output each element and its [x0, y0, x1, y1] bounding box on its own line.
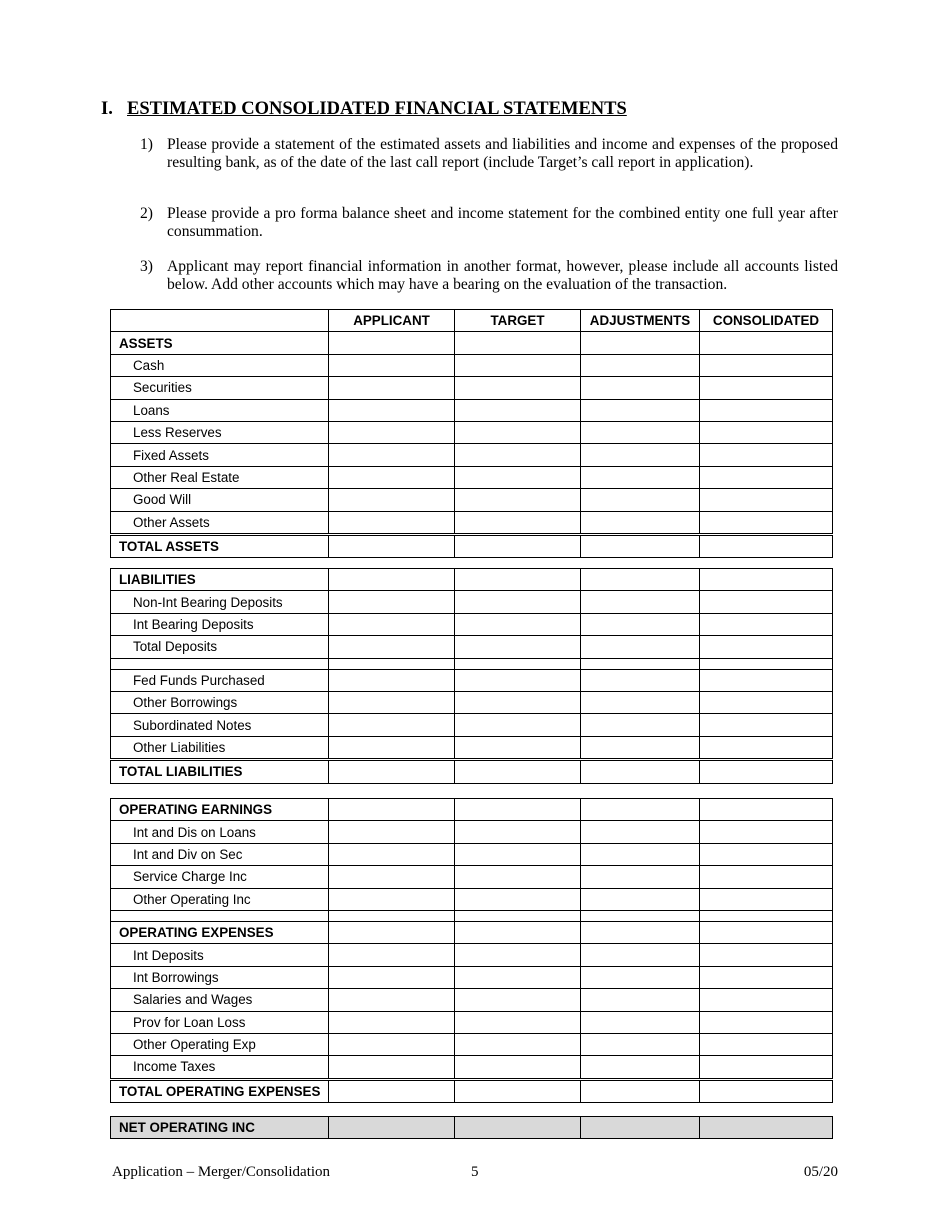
row-label: Cash	[111, 354, 329, 376]
entry-cell[interactable]	[329, 966, 455, 988]
entry-cell[interactable]	[581, 534, 700, 557]
entry-cell[interactable]	[329, 888, 455, 910]
section-header-row	[111, 569, 833, 591]
entry-cell[interactable]	[455, 399, 581, 421]
entry-cell[interactable]	[700, 377, 833, 399]
instruction-text: Please provide a statement of the estimated assets and liabilities and income and expenses of the proposed resulting bank, as of the date of the last call report (include Target’s call report in application).	[167, 136, 838, 171]
column-header-applicant: APPLICANT	[329, 310, 455, 332]
operating-earnings-header: OPERATING EARNINGS	[111, 799, 329, 821]
entry-cell[interactable]	[455, 760, 581, 783]
entry-cell[interactable]	[700, 760, 833, 783]
entry-cell[interactable]	[329, 421, 455, 443]
entry-cell[interactable]	[455, 669, 581, 691]
entry-cell[interactable]	[455, 332, 581, 354]
instruction-1	[140, 136, 838, 172]
entry-cell[interactable]	[329, 444, 455, 466]
operating-expenses-header: OPERATING EXPENSES	[111, 921, 329, 943]
entry-cell[interactable]	[455, 591, 581, 613]
entry-cell[interactable]	[581, 1033, 700, 1055]
row-label: Other Liabilities	[111, 736, 329, 759]
entry-cell[interactable]	[581, 966, 700, 988]
entry-cell[interactable]	[581, 888, 700, 910]
entry-cell[interactable]	[581, 569, 700, 591]
entry-cell[interactable]	[581, 1056, 700, 1079]
entry-cell[interactable]	[700, 569, 833, 591]
table-row	[111, 444, 833, 466]
instruction-2	[140, 205, 838, 241]
assets-table	[110, 309, 833, 558]
entry-cell[interactable]	[329, 534, 455, 557]
column-header-target: TARGET	[455, 310, 581, 332]
table-row	[111, 714, 833, 736]
table-row	[111, 354, 833, 376]
entry-cell[interactable]	[455, 421, 581, 443]
entry-cell[interactable]	[329, 569, 455, 591]
footer-page-number: 5	[471, 1164, 479, 1180]
row-label: Less Reserves	[111, 421, 329, 443]
table-row	[111, 591, 833, 613]
instruction-text: Please provide a pro forma balance sheet and income statement for the combined entity one full year after consummation.	[167, 205, 838, 240]
table-row	[111, 511, 833, 534]
row-label: Int Bearing Deposits	[111, 613, 329, 635]
entry-cell[interactable]	[329, 1033, 455, 1055]
row-label: Other Assets	[111, 511, 329, 534]
entry-cell[interactable]	[329, 921, 455, 943]
entry-cell[interactable]	[455, 489, 581, 511]
entry-cell[interactable]	[700, 736, 833, 759]
table-row	[111, 669, 833, 691]
entry-cell[interactable]	[455, 444, 581, 466]
entry-cell[interactable]	[700, 1011, 833, 1033]
table-row	[111, 944, 833, 966]
liabilities-header: LIABILITIES	[111, 569, 329, 591]
row-label: Other Operating Exp	[111, 1033, 329, 1055]
entry-cell[interactable]	[581, 669, 700, 691]
entry-cell[interactable]	[581, 466, 700, 488]
footer-form-name: Application – Merger/Consolidation	[112, 1164, 331, 1180]
entry-cell[interactable]	[329, 736, 455, 759]
entry-cell[interactable]	[329, 669, 455, 691]
entry-cell[interactable]	[700, 636, 833, 658]
table-row	[111, 966, 833, 988]
table-row	[111, 613, 833, 635]
table-row	[111, 1011, 833, 1033]
entry-cell[interactable]	[329, 354, 455, 376]
entry-cell[interactable]	[329, 691, 455, 713]
entry-cell[interactable]	[455, 736, 581, 759]
row-label: Int and Dis on Loans	[111, 821, 329, 843]
entry-cell[interactable]	[329, 821, 455, 843]
section-header-row	[111, 332, 833, 354]
entry-cell[interactable]	[700, 989, 833, 1011]
entry-cell[interactable]	[581, 799, 700, 821]
row-label: Loans	[111, 399, 329, 421]
total-row	[111, 534, 833, 557]
entry-cell[interactable]	[329, 636, 455, 658]
spacer-row	[111, 910, 833, 921]
row-label: Other Real Estate	[111, 466, 329, 488]
entry-cell[interactable]	[455, 466, 581, 488]
entry-cell[interactable]	[329, 332, 455, 354]
entry-cell[interactable]	[329, 944, 455, 966]
entry-cell[interactable]	[581, 421, 700, 443]
entry-cell[interactable]	[700, 669, 833, 691]
entry-cell[interactable]	[329, 799, 455, 821]
entry-cell[interactable]	[329, 613, 455, 635]
entry-cell[interactable]	[700, 1056, 833, 1079]
entry-cell[interactable]	[581, 399, 700, 421]
entry-cell[interactable]	[329, 1011, 455, 1033]
entry-cell[interactable]	[700, 534, 833, 557]
table-row	[111, 691, 833, 713]
table-row	[111, 866, 833, 888]
entry-cell[interactable]	[455, 866, 581, 888]
entry-cell[interactable]	[455, 691, 581, 713]
total-row	[111, 760, 833, 783]
entry-cell[interactable]	[329, 760, 455, 783]
entry-cell[interactable]	[455, 1079, 581, 1102]
entry-cell[interactable]	[329, 714, 455, 736]
row-label: Good Will	[111, 489, 329, 511]
row-label: Prov for Loan Loss	[111, 1011, 329, 1033]
entry-cell[interactable]	[329, 399, 455, 421]
entry-cell[interactable]	[455, 714, 581, 736]
entry-cell[interactable]	[329, 1056, 455, 1079]
entry-cell[interactable]	[700, 421, 833, 443]
entry-cell[interactable]	[581, 1079, 700, 1102]
entry-cell[interactable]	[455, 1117, 581, 1139]
entry-cell[interactable]	[700, 843, 833, 865]
entry-cell[interactable]	[455, 1011, 581, 1033]
table-row	[111, 636, 833, 658]
entry-cell[interactable]	[455, 966, 581, 988]
entry-cell[interactable]	[581, 989, 700, 1011]
entry-cell[interactable]	[700, 444, 833, 466]
net-row	[111, 1117, 833, 1139]
entry-cell[interactable]	[700, 714, 833, 736]
section-number: I.	[101, 99, 113, 119]
row-label: Fed Funds Purchased	[111, 669, 329, 691]
instruction-number: 1)	[140, 136, 153, 153]
row-label: Total Deposits	[111, 636, 329, 658]
section-header-row	[111, 799, 833, 821]
assets-header: ASSETS	[111, 332, 329, 354]
entry-cell[interactable]	[455, 921, 581, 943]
entry-cell[interactable]	[455, 888, 581, 910]
entry-cell[interactable]	[455, 944, 581, 966]
entry-cell[interactable]	[581, 511, 700, 534]
row-label: Non-Int Bearing Deposits	[111, 591, 329, 613]
entry-cell[interactable]	[455, 799, 581, 821]
entry-cell[interactable]	[581, 332, 700, 354]
entry-cell[interactable]	[455, 1033, 581, 1055]
table-row	[111, 1033, 833, 1055]
entry-cell[interactable]	[329, 489, 455, 511]
entry-cell[interactable]	[700, 613, 833, 635]
row-label: Other Borrowings	[111, 691, 329, 713]
table-row	[111, 489, 833, 511]
entry-cell[interactable]	[581, 613, 700, 635]
row-label: Int Deposits	[111, 944, 329, 966]
entry-cell[interactable]	[581, 736, 700, 759]
entry-cell[interactable]	[700, 466, 833, 488]
entry-cell[interactable]	[329, 466, 455, 488]
entry-cell[interactable]	[700, 866, 833, 888]
table-row	[111, 989, 833, 1011]
row-label: Service Charge Inc	[111, 866, 329, 888]
footer-date: 05/20	[803, 1164, 838, 1180]
row-label: Securities	[111, 377, 329, 399]
entry-cell[interactable]	[700, 944, 833, 966]
entry-cell[interactable]	[329, 866, 455, 888]
entry-cell[interactable]	[455, 1056, 581, 1079]
entry-cell[interactable]	[455, 569, 581, 591]
row-label: Income Taxes	[111, 1056, 329, 1079]
instruction-3	[140, 258, 838, 294]
entry-cell[interactable]	[329, 1117, 455, 1139]
entry-cell[interactable]	[455, 377, 581, 399]
row-label: Subordinated Notes	[111, 714, 329, 736]
spacer-row	[111, 658, 833, 669]
entry-cell[interactable]	[581, 843, 700, 865]
table-row	[111, 843, 833, 865]
total-assets-label: TOTAL ASSETS	[111, 534, 329, 557]
liabilities-table	[110, 568, 833, 784]
total-operating-expenses-label: TOTAL OPERATING EXPENSES	[111, 1079, 329, 1102]
table-row	[111, 421, 833, 443]
table-row	[111, 888, 833, 910]
entry-cell[interactable]	[581, 921, 700, 943]
entry-cell[interactable]	[455, 511, 581, 534]
entry-cell[interactable]	[700, 691, 833, 713]
entry-cell[interactable]	[700, 799, 833, 821]
entry-cell[interactable]	[455, 613, 581, 635]
entry-cell[interactable]	[581, 1011, 700, 1033]
entry-cell[interactable]	[581, 866, 700, 888]
entry-cell[interactable]	[329, 377, 455, 399]
entry-cell[interactable]	[700, 921, 833, 943]
column-header-adjustments: ADJUSTMENTS	[581, 310, 700, 332]
entry-cell[interactable]	[455, 989, 581, 1011]
entry-cell[interactable]	[581, 377, 700, 399]
section-heading	[101, 99, 627, 120]
entry-cell[interactable]	[455, 821, 581, 843]
entry-cell[interactable]	[329, 591, 455, 613]
entry-cell[interactable]	[700, 354, 833, 376]
entry-cell[interactable]	[329, 511, 455, 534]
income-table	[110, 798, 833, 1103]
row-label: Int Borrowings	[111, 966, 329, 988]
entry-cell[interactable]	[700, 821, 833, 843]
row-label: Salaries and Wages	[111, 989, 329, 1011]
entry-cell[interactable]	[700, 591, 833, 613]
row-label: Fixed Assets	[111, 444, 329, 466]
section-header-row	[111, 921, 833, 943]
entry-cell[interactable]	[581, 489, 700, 511]
entry-cell[interactable]	[700, 1033, 833, 1055]
entry-cell[interactable]	[581, 714, 700, 736]
row-label: Other Operating Inc	[111, 888, 329, 910]
entry-cell[interactable]	[581, 444, 700, 466]
instruction-text: Applicant may report financial information in another format, however, please include all accounts listed below. Add other accounts which may have a bearing on the evaluation of the transaction.	[167, 258, 838, 293]
entry-cell[interactable]	[581, 636, 700, 658]
total-liabilities-label: TOTAL LIABILITIES	[111, 760, 329, 783]
column-header-consolidated: CONSOLIDATED	[700, 310, 833, 332]
entry-cell[interactable]	[700, 489, 833, 511]
entry-cell[interactable]	[329, 843, 455, 865]
net-table	[110, 1116, 833, 1139]
table-row	[111, 1056, 833, 1079]
row-label: Int and Div on Sec	[111, 843, 329, 865]
entry-cell[interactable]	[455, 354, 581, 376]
entry-cell[interactable]	[455, 636, 581, 658]
entry-cell[interactable]	[581, 691, 700, 713]
entry-cell[interactable]	[700, 399, 833, 421]
entry-cell[interactable]	[329, 1079, 455, 1102]
entry-cell[interactable]	[700, 511, 833, 534]
entry-cell[interactable]	[581, 354, 700, 376]
entry-cell[interactable]	[700, 966, 833, 988]
net-operating-inc-label: NET OPERATING INC	[111, 1117, 329, 1139]
table-row	[111, 377, 833, 399]
total-row	[111, 1079, 833, 1102]
entry-cell[interactable]	[700, 888, 833, 910]
row-label-header	[111, 310, 329, 332]
instruction-number: 3)	[140, 258, 153, 275]
table-row	[111, 399, 833, 421]
entry-cell[interactable]	[455, 534, 581, 557]
instruction-number: 2)	[140, 205, 153, 222]
entry-cell[interactable]	[581, 1117, 700, 1139]
entry-cell[interactable]	[700, 1079, 833, 1102]
column-header-row	[111, 310, 833, 332]
entry-cell[interactable]	[581, 944, 700, 966]
entry-cell[interactable]	[581, 591, 700, 613]
table-row	[111, 736, 833, 759]
section-title: ESTIMATED CONSOLIDATED FINANCIAL STATEMENTS	[127, 99, 627, 119]
table-row	[111, 466, 833, 488]
entry-cell[interactable]	[581, 760, 700, 783]
entry-cell[interactable]	[700, 332, 833, 354]
entry-cell[interactable]	[700, 1117, 833, 1139]
table-row	[111, 821, 833, 843]
entry-cell[interactable]	[581, 821, 700, 843]
entry-cell[interactable]	[455, 843, 581, 865]
entry-cell[interactable]	[329, 989, 455, 1011]
